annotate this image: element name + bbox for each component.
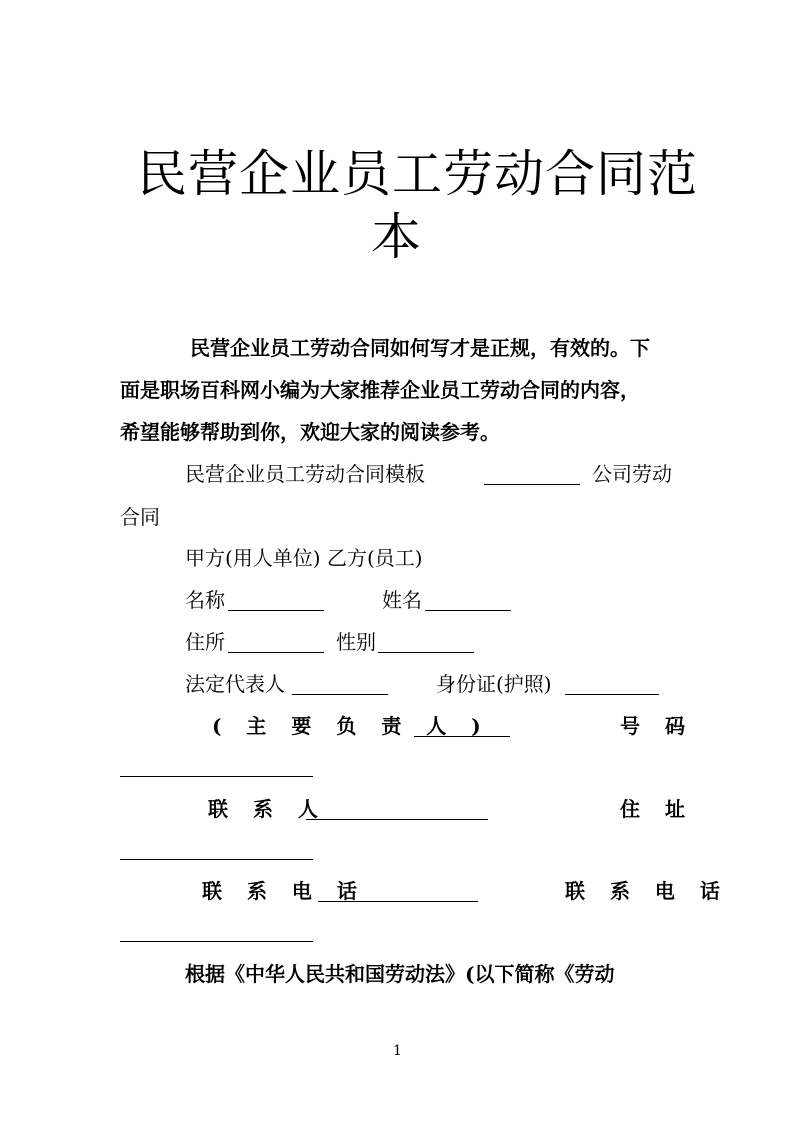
document-title-line1: 民营企业员工劳动合同范	[137, 145, 698, 203]
gender-label: 性别	[336, 630, 376, 654]
name-label: 名称	[185, 588, 225, 612]
template-heading: 民营企业员工劳动合同模板	[185, 462, 425, 486]
gender-blank	[378, 652, 474, 653]
number-label: 号 码	[620, 714, 694, 738]
surname-blank	[425, 610, 511, 611]
law-reference-line: 根据《中华人民共和国劳动法》(以下简称《劳动	[185, 962, 615, 986]
phone-label-b: 联 系 电 话	[565, 879, 729, 903]
residence-label: 住所	[185, 630, 225, 654]
intro-line-3: 希望能够帮助到你，欢迎大家的阅读参考。	[120, 420, 500, 444]
address-blank	[120, 859, 313, 860]
phone-blank-a	[318, 901, 478, 902]
phone-label-a: 联 系 电 话	[202, 879, 366, 903]
document-title-line2: 本	[371, 208, 422, 266]
id-blank	[565, 694, 659, 695]
phone-blank-b	[120, 941, 313, 942]
legal-rep-blank	[292, 694, 388, 695]
intro-line-2: 面是职场百科网小编为大家推荐企业员工劳动合同的内容，	[120, 378, 640, 402]
party-a-b-heading: 甲方(用人单位) 乙方(员工)	[185, 546, 423, 570]
main-person-blank	[414, 736, 510, 737]
intro-line-1: 民营企业员工劳动合同如何写才是正规，有效的。下	[190, 336, 650, 360]
page-number: 1	[393, 1043, 402, 1059]
company-name-blank	[484, 484, 580, 485]
residence-blank	[228, 652, 324, 653]
number-blank	[120, 776, 313, 777]
company-contract-tail: 公司劳动	[592, 462, 672, 486]
address-label: 住 址	[620, 797, 694, 821]
name-blank	[228, 610, 324, 611]
contact-person-label: 联 系 人	[208, 797, 327, 821]
id-label: 身份证(护照)	[436, 672, 552, 696]
contract-word: 合同	[120, 505, 160, 529]
surname-label: 姓名	[382, 588, 422, 612]
main-person-label: ( 主 要 负 责 人 )	[212, 714, 490, 738]
legal-rep-label: 法定代表人	[185, 672, 285, 696]
contact-person-blank	[306, 819, 488, 820]
